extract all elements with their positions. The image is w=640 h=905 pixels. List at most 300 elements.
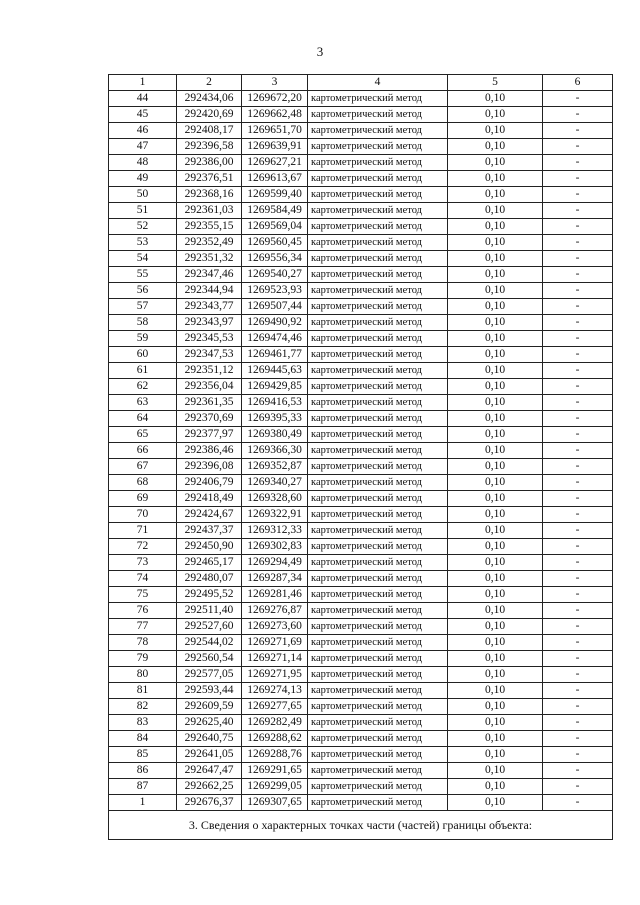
- y-coordinate-cell: 1269662,48: [242, 107, 308, 123]
- accuracy-cell: 0,10: [448, 475, 543, 491]
- accuracy-cell: 0,10: [448, 123, 543, 139]
- method-cell: картометрический метод: [308, 251, 448, 267]
- method-cell: картометрический метод: [308, 315, 448, 331]
- point-number-cell: 72: [109, 539, 177, 555]
- method-cell: картометрический метод: [308, 219, 448, 235]
- point-number-cell: 78: [109, 635, 177, 651]
- x-coordinate-cell: 292356,04: [177, 379, 242, 395]
- y-coordinate-cell: 1269556,34: [242, 251, 308, 267]
- y-coordinate-cell: 1269328,60: [242, 491, 308, 507]
- method-cell: картометрический метод: [308, 667, 448, 683]
- table-row: [109, 651, 613, 667]
- method-cell: картометрический метод: [308, 283, 448, 299]
- accuracy-cell: 0,10: [448, 187, 543, 203]
- y-coordinate-cell: 1269523,93: [242, 283, 308, 299]
- y-coordinate-cell: 1269672,20: [242, 91, 308, 107]
- table-row: [109, 539, 613, 555]
- x-coordinate-cell: 292544,02: [177, 635, 242, 651]
- x-coordinate-cell: 292424,67: [177, 507, 242, 523]
- note-cell: -: [543, 651, 613, 667]
- note-cell: -: [543, 107, 613, 123]
- method-cell: картометрический метод: [308, 203, 448, 219]
- y-coordinate-cell: 1269507,44: [242, 299, 308, 315]
- point-number-cell: 77: [109, 619, 177, 635]
- note-cell: -: [543, 507, 613, 523]
- method-cell: картометрический метод: [308, 331, 448, 347]
- accuracy-cell: 0,10: [448, 731, 543, 747]
- y-coordinate-cell: 1269271,14: [242, 651, 308, 667]
- accuracy-cell: 0,10: [448, 395, 543, 411]
- table-row: [109, 171, 613, 187]
- table-row: [109, 267, 613, 283]
- point-number-cell: 64: [109, 411, 177, 427]
- method-cell: картометрический метод: [308, 459, 448, 475]
- method-cell: картометрический метод: [308, 91, 448, 107]
- accuracy-cell: 0,10: [448, 171, 543, 187]
- point-number-cell: 54: [109, 251, 177, 267]
- x-coordinate-cell: 292480,07: [177, 571, 242, 587]
- note-cell: -: [543, 283, 613, 299]
- point-number-cell: 55: [109, 267, 177, 283]
- method-cell: картометрический метод: [308, 123, 448, 139]
- table-row: [109, 443, 613, 459]
- y-coordinate-cell: 1269380,49: [242, 427, 308, 443]
- table-row: [109, 459, 613, 475]
- point-number-cell: 75: [109, 587, 177, 603]
- note-cell: -: [543, 667, 613, 683]
- method-cell: картометрический метод: [308, 347, 448, 363]
- x-coordinate-cell: 292406,79: [177, 475, 242, 491]
- table-row: [109, 699, 613, 715]
- method-cell: картометрический метод: [308, 187, 448, 203]
- x-coordinate-cell: 292408,17: [177, 123, 242, 139]
- accuracy-cell: 0,10: [448, 251, 543, 267]
- table-row: [109, 555, 613, 571]
- table-row: [109, 331, 613, 347]
- note-cell: -: [543, 555, 613, 571]
- method-cell: картометрический метод: [308, 555, 448, 571]
- point-number-cell: 52: [109, 219, 177, 235]
- point-number-cell: 46: [109, 123, 177, 139]
- accuracy-cell: 0,10: [448, 315, 543, 331]
- note-cell: -: [543, 779, 613, 795]
- y-coordinate-cell: 1269274,13: [242, 683, 308, 699]
- method-cell: картометрический метод: [308, 699, 448, 715]
- point-number-cell: 84: [109, 731, 177, 747]
- method-cell: картометрический метод: [308, 427, 448, 443]
- point-number-cell: 44: [109, 91, 177, 107]
- table-row: [109, 715, 613, 731]
- y-coordinate-cell: 1269569,04: [242, 219, 308, 235]
- point-number-cell: 82: [109, 699, 177, 715]
- note-cell: -: [543, 539, 613, 555]
- y-coordinate-cell: 1269395,33: [242, 411, 308, 427]
- note-cell: -: [543, 331, 613, 347]
- accuracy-cell: 0,10: [448, 219, 543, 235]
- method-cell: картометрический метод: [308, 571, 448, 587]
- x-coordinate-cell: 292361,03: [177, 203, 242, 219]
- y-coordinate-cell: 1269416,53: [242, 395, 308, 411]
- method-cell: картометрический метод: [308, 603, 448, 619]
- accuracy-cell: 0,10: [448, 283, 543, 299]
- note-cell: -: [543, 571, 613, 587]
- note-cell: -: [543, 155, 613, 171]
- accuracy-cell: 0,10: [448, 379, 543, 395]
- point-number-cell: 76: [109, 603, 177, 619]
- point-number-cell: 51: [109, 203, 177, 219]
- x-coordinate-cell: 292434,06: [177, 91, 242, 107]
- accuracy-cell: 0,10: [448, 795, 543, 811]
- table-row: [109, 395, 613, 411]
- accuracy-cell: 0,10: [448, 459, 543, 475]
- x-coordinate-cell: 292641,05: [177, 747, 242, 763]
- x-coordinate-cell: 292351,32: [177, 251, 242, 267]
- point-number-cell: 1: [109, 795, 177, 811]
- column-header: 3: [242, 75, 308, 91]
- note-cell: -: [543, 459, 613, 475]
- point-number-cell: 66: [109, 443, 177, 459]
- point-number-cell: 49: [109, 171, 177, 187]
- x-coordinate-cell: 292368,16: [177, 187, 242, 203]
- table-row: [109, 667, 613, 683]
- x-coordinate-cell: 292351,12: [177, 363, 242, 379]
- y-coordinate-cell: 1269490,92: [242, 315, 308, 331]
- note-cell: -: [543, 411, 613, 427]
- y-coordinate-cell: 1269312,33: [242, 523, 308, 539]
- note-cell: -: [543, 443, 613, 459]
- note-cell: -: [543, 491, 613, 507]
- accuracy-cell: 0,10: [448, 699, 543, 715]
- y-coordinate-cell: 1269277,65: [242, 699, 308, 715]
- x-coordinate-cell: 292495,52: [177, 587, 242, 603]
- column-header: 6: [543, 75, 613, 91]
- y-coordinate-cell: 1269352,87: [242, 459, 308, 475]
- x-coordinate-cell: 292377,97: [177, 427, 242, 443]
- note-cell: -: [543, 299, 613, 315]
- method-cell: картометрический метод: [308, 731, 448, 747]
- accuracy-cell: 0,10: [448, 619, 543, 635]
- y-coordinate-cell: 1269287,34: [242, 571, 308, 587]
- point-number-cell: 71: [109, 523, 177, 539]
- column-header: 5: [448, 75, 543, 91]
- note-cell: -: [543, 715, 613, 731]
- accuracy-cell: 0,10: [448, 443, 543, 459]
- column-header: 4: [308, 75, 448, 91]
- point-number-cell: 79: [109, 651, 177, 667]
- table-row: [109, 363, 613, 379]
- method-cell: картометрический метод: [308, 539, 448, 555]
- x-coordinate-cell: 292527,60: [177, 619, 242, 635]
- accuracy-cell: 0,10: [448, 139, 543, 155]
- x-coordinate-cell: 292396,58: [177, 139, 242, 155]
- point-number-cell: 47: [109, 139, 177, 155]
- table-row: [109, 203, 613, 219]
- table-footer: [109, 811, 613, 840]
- accuracy-cell: 0,10: [448, 587, 543, 603]
- point-number-cell: 59: [109, 331, 177, 347]
- method-cell: картометрический метод: [308, 683, 448, 699]
- point-number-cell: 73: [109, 555, 177, 571]
- x-coordinate-cell: 292577,05: [177, 667, 242, 683]
- y-coordinate-cell: 1269294,49: [242, 555, 308, 571]
- y-coordinate-cell: 1269340,27: [242, 475, 308, 491]
- method-cell: картометрический метод: [308, 443, 448, 459]
- accuracy-cell: 0,10: [448, 571, 543, 587]
- note-cell: -: [543, 139, 613, 155]
- method-cell: картометрический метод: [308, 155, 448, 171]
- point-number-cell: 62: [109, 379, 177, 395]
- accuracy-cell: 0,10: [448, 347, 543, 363]
- y-coordinate-cell: 1269282,49: [242, 715, 308, 731]
- x-coordinate-cell: 292396,08: [177, 459, 242, 475]
- table-row: [109, 123, 613, 139]
- y-coordinate-cell: 1269651,70: [242, 123, 308, 139]
- point-number-cell: 67: [109, 459, 177, 475]
- point-number-cell: 58: [109, 315, 177, 331]
- table-header: [109, 75, 613, 91]
- y-coordinate-cell: 1269288,76: [242, 747, 308, 763]
- x-coordinate-cell: 292376,51: [177, 171, 242, 187]
- table-body: [109, 91, 613, 811]
- note-cell: -: [543, 251, 613, 267]
- table-row: [109, 587, 613, 603]
- table-row: [109, 219, 613, 235]
- method-cell: картометрический метод: [308, 507, 448, 523]
- accuracy-cell: 0,10: [448, 267, 543, 283]
- table-row: [109, 251, 613, 267]
- method-cell: картометрический метод: [308, 747, 448, 763]
- accuracy-cell: 0,10: [448, 331, 543, 347]
- column-header: 1: [109, 75, 177, 91]
- method-cell: картометрический метод: [308, 795, 448, 811]
- table-row: [109, 795, 613, 811]
- method-cell: картометрический метод: [308, 635, 448, 651]
- method-cell: картометрический метод: [308, 299, 448, 315]
- point-number-cell: 86: [109, 763, 177, 779]
- table-row: [109, 619, 613, 635]
- table-row: [109, 491, 613, 507]
- table-row: [109, 475, 613, 491]
- x-coordinate-cell: 292593,44: [177, 683, 242, 699]
- y-coordinate-cell: 1269302,83: [242, 539, 308, 555]
- accuracy-cell: 0,10: [448, 779, 543, 795]
- accuracy-cell: 0,10: [448, 363, 543, 379]
- accuracy-cell: 0,10: [448, 203, 543, 219]
- method-cell: картометрический метод: [308, 267, 448, 283]
- table-row: [109, 635, 613, 651]
- x-coordinate-cell: 292347,46: [177, 267, 242, 283]
- accuracy-cell: 0,10: [448, 299, 543, 315]
- x-coordinate-cell: 292465,17: [177, 555, 242, 571]
- point-number-cell: 60: [109, 347, 177, 363]
- point-number-cell: 53: [109, 235, 177, 251]
- page-number: 3: [316, 44, 324, 59]
- note-cell: -: [543, 603, 613, 619]
- table-row: [109, 107, 613, 123]
- x-coordinate-cell: 292355,15: [177, 219, 242, 235]
- note-cell: -: [543, 315, 613, 331]
- section-heading: 3. Сведения о характерных точках части (частей) границы объекта:: [109, 811, 613, 840]
- point-number-cell: 70: [109, 507, 177, 523]
- point-number-cell: 45: [109, 107, 177, 123]
- x-coordinate-cell: 292344,94: [177, 283, 242, 299]
- note-cell: -: [543, 635, 613, 651]
- y-coordinate-cell: 1269307,65: [242, 795, 308, 811]
- accuracy-cell: 0,10: [448, 603, 543, 619]
- note-cell: -: [543, 795, 613, 811]
- point-number-cell: 85: [109, 747, 177, 763]
- note-cell: -: [543, 427, 613, 443]
- point-number-cell: 74: [109, 571, 177, 587]
- point-number-cell: 63: [109, 395, 177, 411]
- x-coordinate-cell: 292662,25: [177, 779, 242, 795]
- x-coordinate-cell: 292640,75: [177, 731, 242, 747]
- footer-row: [109, 811, 613, 840]
- method-cell: картометрический метод: [308, 475, 448, 491]
- y-coordinate-cell: 1269540,27: [242, 267, 308, 283]
- note-cell: -: [543, 347, 613, 363]
- point-number-cell: 81: [109, 683, 177, 699]
- accuracy-cell: 0,10: [448, 747, 543, 763]
- x-coordinate-cell: 292676,37: [177, 795, 242, 811]
- table-row: [109, 507, 613, 523]
- method-cell: картометрический метод: [308, 587, 448, 603]
- note-cell: -: [543, 587, 613, 603]
- table-row: [109, 379, 613, 395]
- table-row: [109, 427, 613, 443]
- table-row: [109, 779, 613, 795]
- x-coordinate-cell: 292343,97: [177, 315, 242, 331]
- method-cell: картометрический метод: [308, 619, 448, 635]
- table-row: [109, 603, 613, 619]
- note-cell: -: [543, 475, 613, 491]
- method-cell: картометрический метод: [308, 411, 448, 427]
- method-cell: картометрический метод: [308, 363, 448, 379]
- note-cell: -: [543, 363, 613, 379]
- note-cell: -: [543, 267, 613, 283]
- y-coordinate-cell: 1269271,69: [242, 635, 308, 651]
- y-coordinate-cell: 1269288,62: [242, 731, 308, 747]
- note-cell: -: [543, 219, 613, 235]
- accuracy-cell: 0,10: [448, 683, 543, 699]
- y-coordinate-cell: 1269429,85: [242, 379, 308, 395]
- accuracy-cell: 0,10: [448, 507, 543, 523]
- method-cell: картометрический метод: [308, 491, 448, 507]
- y-coordinate-cell: 1269461,77: [242, 347, 308, 363]
- note-cell: -: [543, 235, 613, 251]
- table-row: [109, 299, 613, 315]
- table-row: [109, 731, 613, 747]
- boundary-points-table: [108, 74, 613, 840]
- y-coordinate-cell: 1269299,05: [242, 779, 308, 795]
- accuracy-cell: 0,10: [448, 235, 543, 251]
- method-cell: картометрический метод: [308, 523, 448, 539]
- accuracy-cell: 0,10: [448, 427, 543, 443]
- accuracy-cell: 0,10: [448, 539, 543, 555]
- x-coordinate-cell: 292361,35: [177, 395, 242, 411]
- accuracy-cell: 0,10: [448, 555, 543, 571]
- table-row: [109, 683, 613, 699]
- x-coordinate-cell: 292511,40: [177, 603, 242, 619]
- y-coordinate-cell: 1269281,46: [242, 587, 308, 603]
- x-coordinate-cell: 292560,54: [177, 651, 242, 667]
- header-row: [109, 75, 613, 91]
- table-row: [109, 187, 613, 203]
- point-number-cell: 69: [109, 491, 177, 507]
- note-cell: -: [543, 683, 613, 699]
- x-coordinate-cell: 292386,46: [177, 443, 242, 459]
- table-row: [109, 139, 613, 155]
- point-number-cell: 80: [109, 667, 177, 683]
- x-coordinate-cell: 292437,37: [177, 523, 242, 539]
- accuracy-cell: 0,10: [448, 523, 543, 539]
- method-cell: картометрический метод: [308, 395, 448, 411]
- y-coordinate-cell: 1269560,45: [242, 235, 308, 251]
- y-coordinate-cell: 1269322,91: [242, 507, 308, 523]
- x-coordinate-cell: 292370,69: [177, 411, 242, 427]
- method-cell: картометрический метод: [308, 779, 448, 795]
- table-row: [109, 235, 613, 251]
- accuracy-cell: 0,10: [448, 667, 543, 683]
- point-number-cell: 56: [109, 283, 177, 299]
- method-cell: картометрический метод: [308, 171, 448, 187]
- accuracy-cell: 0,10: [448, 715, 543, 731]
- table-row: [109, 347, 613, 363]
- y-coordinate-cell: 1269474,46: [242, 331, 308, 347]
- table-row: [109, 411, 613, 427]
- note-cell: -: [543, 731, 613, 747]
- note-cell: -: [543, 171, 613, 187]
- table-row: [109, 91, 613, 107]
- accuracy-cell: 0,10: [448, 635, 543, 651]
- x-coordinate-cell: 292345,53: [177, 331, 242, 347]
- y-coordinate-cell: 1269291,65: [242, 763, 308, 779]
- x-coordinate-cell: 292450,90: [177, 539, 242, 555]
- method-cell: картометрический метод: [308, 379, 448, 395]
- note-cell: -: [543, 203, 613, 219]
- note-cell: -: [543, 91, 613, 107]
- y-coordinate-cell: 1269613,67: [242, 171, 308, 187]
- note-cell: -: [543, 395, 613, 411]
- note-cell: -: [543, 619, 613, 635]
- note-cell: -: [543, 747, 613, 763]
- x-coordinate-cell: 292343,77: [177, 299, 242, 315]
- method-cell: картометрический метод: [308, 235, 448, 251]
- note-cell: -: [543, 187, 613, 203]
- table-row: [109, 155, 613, 171]
- point-number-cell: 68: [109, 475, 177, 491]
- table-row: [109, 315, 613, 331]
- x-coordinate-cell: 292609,59: [177, 699, 242, 715]
- point-number-cell: 48: [109, 155, 177, 171]
- method-cell: картометрический метод: [308, 107, 448, 123]
- note-cell: -: [543, 699, 613, 715]
- y-coordinate-cell: 1269445,63: [242, 363, 308, 379]
- y-coordinate-cell: 1269366,30: [242, 443, 308, 459]
- column-header: 2: [177, 75, 242, 91]
- x-coordinate-cell: 292418,49: [177, 491, 242, 507]
- x-coordinate-cell: 292352,49: [177, 235, 242, 251]
- y-coordinate-cell: 1269271,95: [242, 667, 308, 683]
- accuracy-cell: 0,10: [448, 155, 543, 171]
- table-row: [109, 283, 613, 299]
- point-number-cell: 65: [109, 427, 177, 443]
- method-cell: картометрический метод: [308, 651, 448, 667]
- point-number-cell: 50: [109, 187, 177, 203]
- accuracy-cell: 0,10: [448, 651, 543, 667]
- x-coordinate-cell: 292420,69: [177, 107, 242, 123]
- y-coordinate-cell: 1269627,21: [242, 155, 308, 171]
